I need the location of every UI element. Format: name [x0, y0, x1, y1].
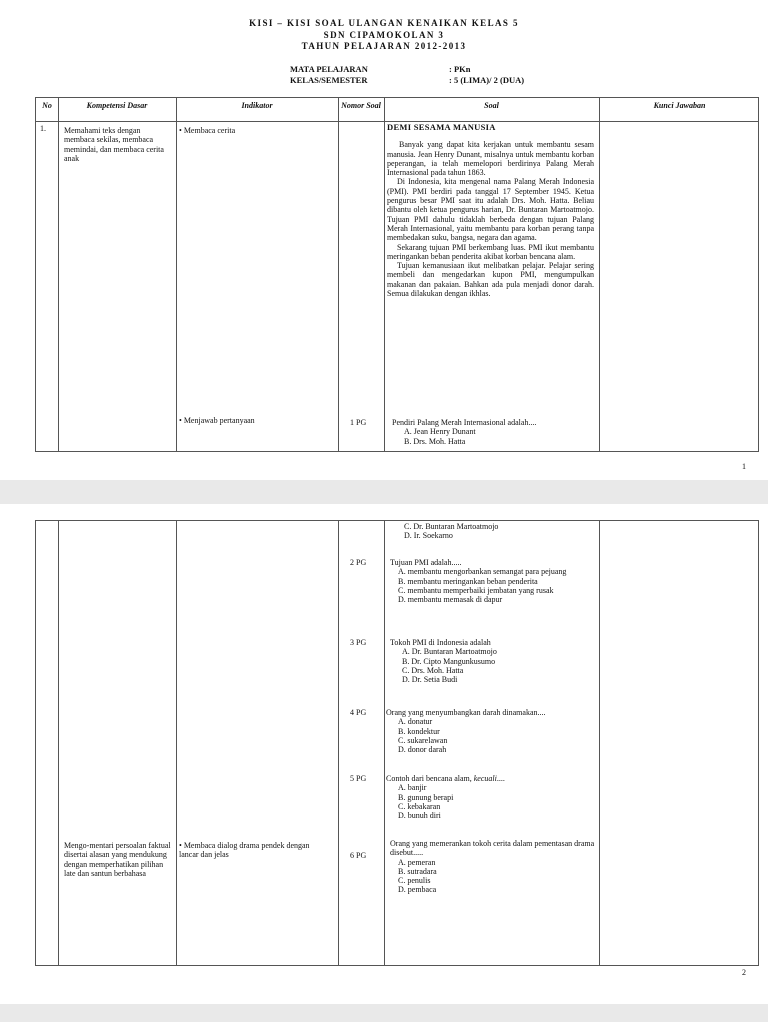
document-title: KISI – KISI SOAL ULANGAN KENAIKAN KELAS 5 [249, 18, 519, 28]
answer-option: D. donor darah [398, 745, 447, 755]
reading-passage [387, 123, 594, 298]
story-title: DEMI SESAMA MANUSIA [387, 122, 496, 132]
question-number: 6 PG [350, 851, 367, 860]
answer-option: A. banjir [398, 783, 427, 793]
school-year: TAHUN PELAJARAN 2012-2013 [301, 41, 467, 51]
question-1-continued [392, 522, 597, 541]
question-text: Orang yang memerankan tokoh cerita dalam pementasan drama disebut..... [390, 839, 595, 858]
question-number: 2 PG [350, 558, 367, 567]
page-number: 2 [742, 968, 746, 977]
answer-option: C. kebakaran [398, 801, 441, 811]
question-6 [386, 839, 596, 895]
subject-value: : PKn [449, 64, 471, 74]
question-5 [386, 774, 596, 820]
indikator-membaca-dialog: • Membaca dialog drama pendek dengan lancar dan jelas [179, 841, 329, 860]
answer-option: C. membantu memperbaiki jembatan yang rusak [398, 585, 554, 595]
grid-table-page-1 [35, 97, 759, 452]
question-1 [392, 418, 597, 446]
answer-option: C. Dr. Buntaran Martoatmojo [404, 522, 499, 531]
answer-option: B. gunung berapi [398, 792, 454, 802]
answer-option: C. sukarelawan [398, 735, 448, 745]
story-paragraph: Banyak yang dapat kita kerjakan untuk membantu sesam manusia. Jean Henry Dunant, misalnya untuk membantu korban peperangan, ia telah memelopori berdirinya Palang Merah Internasional pada tahun 1863. [387, 140, 594, 178]
class-value: : 5 (LIMA)/ 2 (DUA) [449, 75, 525, 85]
answer-option: D. Dr. Setia Budi [402, 675, 458, 685]
question-4 [386, 708, 596, 754]
answer-option: A. donatur [398, 717, 433, 727]
class-label: KELAS/SEMESTER [290, 75, 368, 85]
column-header-kunci-jawaban: Kunci Jawaban [653, 101, 706, 110]
answer-option: A. pemeran [398, 857, 436, 867]
answer-option: A. membantu mengorbankan semangat para pejuang [398, 567, 567, 577]
exam-meta [290, 64, 590, 88]
answer-option: C. penulis [398, 876, 431, 886]
story-paragraph: Di Indonesia, kita mengenal nama Palang Merah Indonesia (PMI). PMI berdiri pada tanggal 17 September 1945. Ketua pengurus besar PMI saat itu adalah Drs. Moh. Hatta. Beliau dibantu oleh ketua pengurus harian, Dr. Buntaran Martoatmojo. Tujuan PMI dahulu tidaklah berbeda dengan tujuan Palang Merah Internasional, yaitu membantu para korban perang tanpa membedakan suku, bangsa, negara dan agama. [387, 177, 594, 243]
answer-option: A. Jean Henry Dunant [404, 427, 476, 437]
question-text: Tujuan PMI adalah..... [390, 558, 462, 567]
indikator-membaca-cerita: • Membaca cerita [179, 126, 329, 135]
answer-option: B. Dr. Cipto Mangunkusumo [402, 656, 496, 666]
answer-option: D. Ir. Soekarno [404, 531, 453, 541]
column-header-kompetensi: Kompetensi Dasar [86, 101, 148, 110]
column-header-no: No [42, 101, 52, 110]
answer-option: B. sutradara [398, 866, 437, 876]
answer-option: A. Dr. Buntaran Martoatmojo [402, 647, 497, 657]
document-page-1 [0, 0, 768, 480]
school-name: SDN CIPAMOKOLAN 3 [323, 29, 445, 40]
question-text: Tokoh PMI di Indonesia adalah [390, 638, 491, 647]
question-number: 3 PG [350, 638, 367, 647]
answer-option: B. Drs. Moh. Hatta [404, 436, 466, 446]
document-page-2 [0, 504, 768, 1004]
question-number: 5 PG [350, 774, 367, 783]
column-header-indikator: Indikator [241, 101, 273, 110]
answer-option: D. membantu memasak di dapur [398, 595, 503, 605]
question-2 [386, 558, 596, 604]
question-text: Pendiri Palang Merah Internasional adalah.... [392, 418, 537, 427]
question-text: Orang yang menyumbangkan darah dinamakan.... [386, 708, 546, 717]
kompetensi-dasar-2: Mengo-mentari persoalan faktual disertai alasan yang mendukung dengan memperhatikan pilihan late dan santun berbahasa [64, 841, 171, 878]
page-number: 1 [742, 462, 746, 471]
column-header-soal: Soal [484, 101, 499, 110]
kompetensi-dasar-1: Memahami teks dengan membaca sekilas, membaca memindai, dan membaca cerita anak [64, 126, 164, 163]
question-number: 1 PG [350, 418, 367, 427]
grid-table-page-2 [35, 520, 759, 966]
answer-option: B. membantu meringankan beban penderita [398, 576, 538, 586]
story-paragraph: Tujuan kemanusiaan ikut melibatkan pelajar. Pelajar sering membeli dan mengedarkan kupon PMI, mengumpulkan makanan dan pakaian. Bahkan ada pula menjadi donor darah. Semua dilakukan dengan ikhlas. [387, 261, 594, 299]
answer-option: D. bunuh diri [398, 811, 441, 821]
column-header-nomor-soal: Nomor Soal [341, 101, 381, 110]
answer-option: B. kondektur [398, 726, 440, 736]
question-text: Contoh dari bencana alam, kecuali.... [386, 774, 505, 783]
row-number: 1. [40, 124, 46, 133]
subject-label: MATA PELAJARAN [290, 64, 368, 74]
answer-option: D. pembaca [398, 885, 437, 895]
indikator-menjawab-pertanyaan: • Menjawab pertanyaan [179, 416, 329, 425]
answer-option: C. Drs. Moh. Hatta [402, 665, 464, 675]
question-3 [390, 638, 596, 684]
question-number: 4 PG [350, 708, 367, 717]
story-paragraph: Sekarang tujuan PMI berkembang luas. PMI ikut membantu meringankan beban penderita akibat korban bencana alam. [387, 242, 594, 261]
